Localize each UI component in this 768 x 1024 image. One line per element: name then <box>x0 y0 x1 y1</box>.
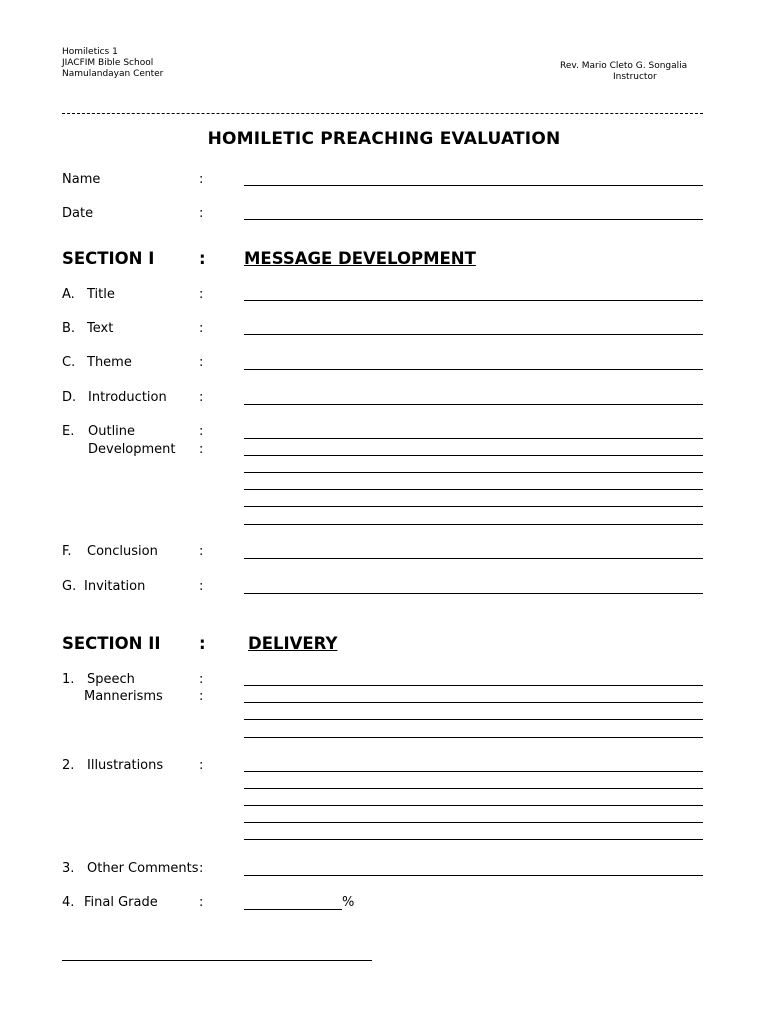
illustrations-line-4[interactable] <box>244 822 703 823</box>
instructor-info <box>560 61 687 83</box>
text-field[interactable] <box>244 334 703 335</box>
item-c-label: Theme <box>87 355 132 370</box>
outline-field-line-3[interactable] <box>244 472 703 473</box>
introduction-field[interactable] <box>244 404 703 405</box>
item-g-letter: G. <box>62 579 77 594</box>
speech-mannerisms-line-1[interactable] <box>244 685 703 686</box>
item-3-colon: : <box>199 861 204 876</box>
section-2-title: DELIVERY <box>248 634 338 653</box>
conclusion-field[interactable] <box>244 558 703 559</box>
page-title: HOMILETIC PREACHING EVALUATION <box>207 129 561 149</box>
item-b-label: Text <box>87 321 114 336</box>
item-1-label-line-2: Mannerisms <box>84 689 163 704</box>
instructor-title: Instructor <box>613 72 657 82</box>
item-f-colon: : <box>199 544 204 559</box>
theme-field[interactable] <box>244 369 703 370</box>
item-e-letter: E. <box>62 424 75 439</box>
item-1-colon-1: : <box>199 672 204 687</box>
speech-mannerisms-line-3[interactable] <box>244 719 703 720</box>
item-1-number: 1. <box>62 672 75 687</box>
item-f-label: Conclusion <box>87 544 158 559</box>
outline-field-line-4[interactable] <box>244 489 703 490</box>
item-d-label: Introduction <box>88 390 167 405</box>
item-4-number: 4. <box>62 895 75 910</box>
item-e-label-line-1: Outline <box>88 424 136 439</box>
speech-mannerisms-line-4[interactable] <box>244 737 703 738</box>
illustrations-line-2[interactable] <box>244 788 703 789</box>
illustrations-line-3[interactable] <box>244 805 703 806</box>
item-4-label: Final Grade <box>84 895 158 910</box>
item-e-colon-2: : <box>199 442 204 457</box>
school-name: JIACFIM Bible School <box>62 58 154 68</box>
section-2-heading: SECTION II <box>62 634 161 653</box>
item-1-label-line-1: Speech <box>87 672 135 687</box>
date-field[interactable] <box>244 219 703 220</box>
header-divider <box>62 113 703 114</box>
center-name: Namulandayan Center <box>62 69 164 79</box>
item-2-number: 2. <box>62 758 75 773</box>
item-d-colon: : <box>199 390 204 405</box>
outline-field-line-1[interactable] <box>244 438 703 439</box>
item-c-colon: : <box>199 355 204 370</box>
name-colon: : <box>199 172 204 187</box>
other-comments-field[interactable] <box>244 875 703 876</box>
title-field[interactable] <box>244 300 703 301</box>
item-f-letter: F. <box>62 544 72 559</box>
section-1-colon: : <box>199 249 206 268</box>
item-3-number: 3. <box>62 861 75 876</box>
item-4-colon: : <box>199 895 204 910</box>
course-name: Homiletics 1 <box>62 47 118 57</box>
invitation-field[interactable] <box>244 593 703 594</box>
item-a-letter: A. <box>62 287 75 302</box>
item-a-colon: : <box>199 287 204 302</box>
illustrations-line-5[interactable] <box>244 839 703 840</box>
section-2-colon: : <box>199 634 206 653</box>
outline-field-line-2[interactable] <box>244 455 703 456</box>
section-1-title: MESSAGE DEVELOPMENT <box>244 249 476 268</box>
name-label: Name <box>62 172 101 187</box>
item-a-label: Title <box>87 287 115 302</box>
item-d-letter: D. <box>62 390 77 405</box>
final-grade-field[interactable] <box>244 909 342 910</box>
item-g-label: Invitation <box>84 579 146 594</box>
section-1-heading: SECTION I <box>62 249 155 268</box>
signature-line[interactable] <box>62 960 372 961</box>
item-3-label: Other Comments <box>87 861 199 876</box>
speech-mannerisms-line-2[interactable] <box>244 702 703 703</box>
outline-field-line-5[interactable] <box>244 506 703 507</box>
outline-field-line-6[interactable] <box>244 524 703 525</box>
item-e-label-line-2: Development <box>88 442 176 457</box>
item-2-colon: : <box>199 758 204 773</box>
item-c-letter: C. <box>62 355 76 370</box>
course-info <box>62 47 163 80</box>
item-1-colon-2: : <box>199 689 204 704</box>
item-2-label: Illustrations <box>87 758 164 773</box>
item-b-letter: B. <box>62 321 76 336</box>
item-e-colon-1: : <box>199 424 204 439</box>
date-label: Date <box>62 206 94 221</box>
instructor-name: Rev. Mario Cleto G. Songalia <box>560 61 688 71</box>
illustrations-line-1[interactable] <box>244 771 703 772</box>
percent-sign: % <box>342 895 355 910</box>
item-b-colon: : <box>199 321 204 336</box>
name-field[interactable] <box>244 185 703 186</box>
date-colon: : <box>199 206 204 221</box>
item-g-colon: : <box>199 579 204 594</box>
